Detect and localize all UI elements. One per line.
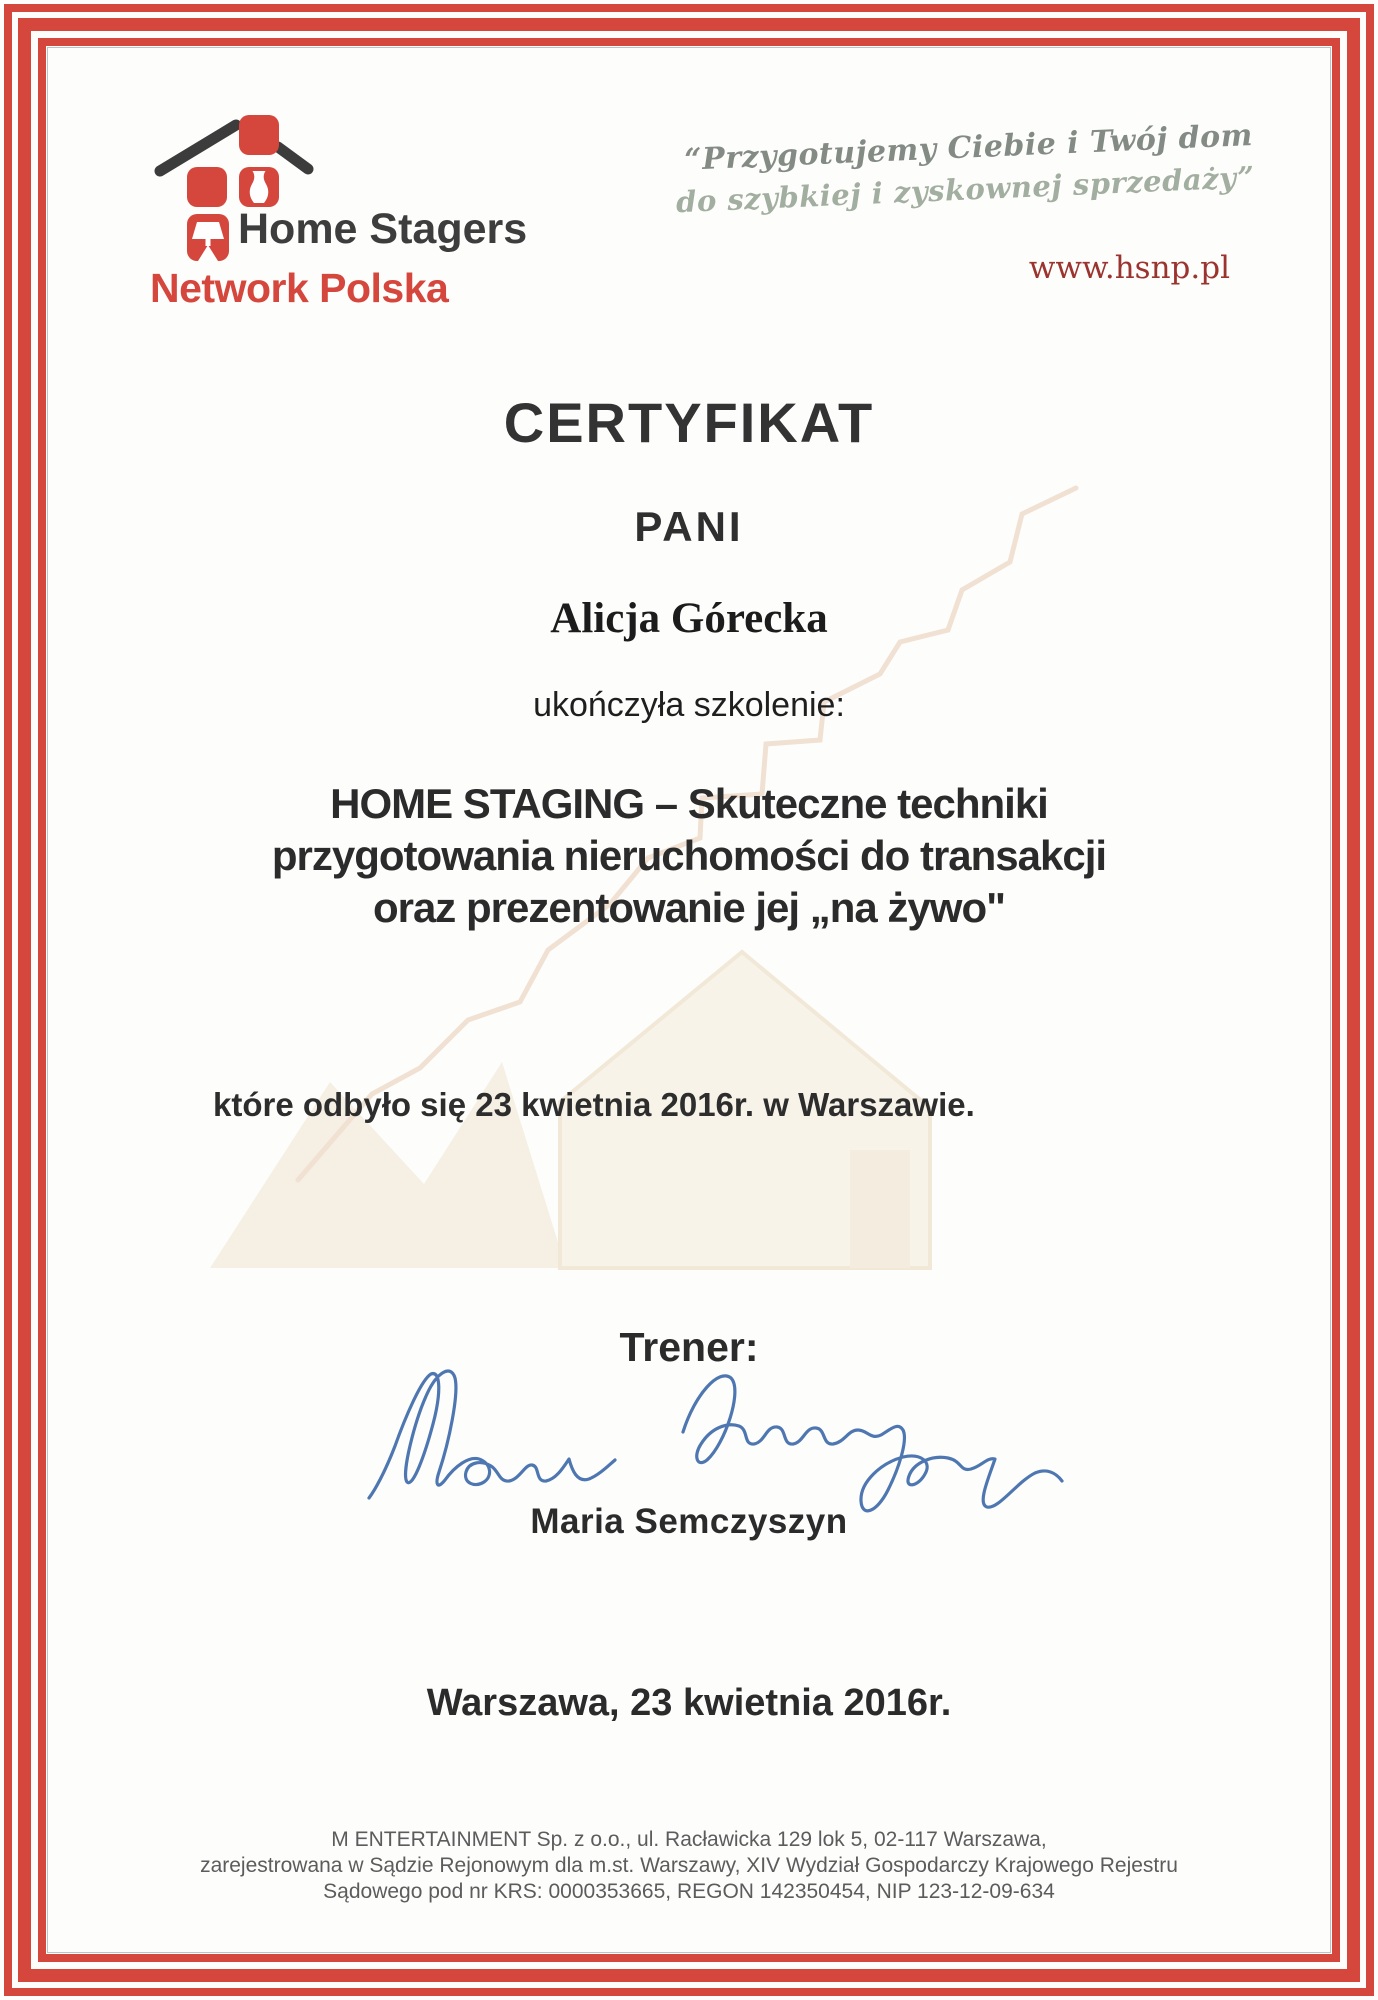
footer-line-2: zarejestrowana w Sądzie Rejonowym dla m.st. Warszawy, XIV Wydział Gospodarczy Krajowego Rejestru [200, 1854, 1178, 1877]
motto-quote-line-2: do szybkiej i zyskownej sprzedaży” [675, 159, 1256, 220]
course-title-line-2: przygotowania nieruchomości do transakcji [271, 832, 1107, 879]
completion-label: ukończyła szkolenie: [533, 686, 845, 724]
footer-line-1: M ENTERTAINMENT Sp. z o.o., ul. Racławicka 129 lok 5, 02-117 Warszawa, [331, 1828, 1047, 1851]
logo [150, 83, 550, 313]
course-title-line-3: oraz prezentowanie jej „na żywo" [372, 884, 1006, 931]
logo-subtitle: Network Polska [150, 265, 449, 311]
website-url: www.hsnp.pl [1028, 250, 1230, 286]
trainer-label: Trener: [619, 1324, 759, 1370]
course-title-line-1: HOME STAGING – Skuteczne techniki [330, 780, 1048, 827]
footer-line-3: Sądowego pod nr KRS: 0000353665, REGON 142350454, NIP 123-12-09-634 [323, 1880, 1055, 1903]
company-footer [0, 1827, 1378, 1905]
recipient-name: Alicja Górecka [550, 595, 828, 642]
issue-date-line: Warszawa, 23 kwietnia 2016r. [426, 1682, 952, 1724]
certificate-title: CERTYFIKAT [503, 391, 875, 454]
motto-quote-line-1: “Przygotujemy Ciebie i Twój dom [683, 118, 1254, 178]
trainer-name: Maria Semczyszyn [530, 1502, 848, 1541]
salutation: PANI [634, 503, 744, 550]
event-date-line: które odbyło się 23 kwietnia 2016r. w Warszawie. [213, 1086, 975, 1123]
course-title [0, 778, 1378, 934]
logo-title: Home Stagers [238, 205, 528, 253]
